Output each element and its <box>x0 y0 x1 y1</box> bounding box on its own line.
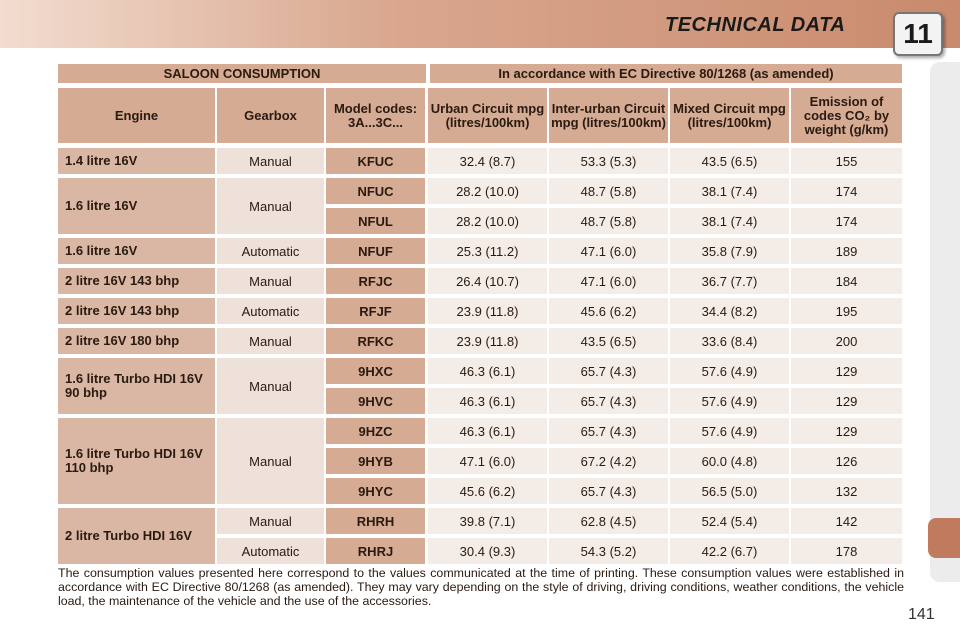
urban-value-cell: 23.9 (11.8) <box>428 298 547 324</box>
inter-urban-value-cell: 67.2 (4.2) <box>549 448 668 474</box>
model-code-cell: NFUL <box>326 208 425 234</box>
engine-cell: 1.6 litre Turbo HDI 16V 90 bhp <box>58 358 215 414</box>
emission-value-cell: 195 <box>791 298 902 324</box>
emission-value-cell: 189 <box>791 238 902 264</box>
inter-urban-value-cell: 62.8 (4.5) <box>549 508 668 534</box>
gearbox-cell: Automatic <box>217 538 324 564</box>
inter-urban-value-cell: 47.1 (6.0) <box>549 268 668 294</box>
mixed-value-cell: 38.1 (7.4) <box>670 178 789 204</box>
column-header-emission: Emission of codes CO₂ by weight (g/km) <box>791 88 902 143</box>
urban-value-cell: 30.4 (9.3) <box>428 538 547 564</box>
gearbox-cell: Automatic <box>217 298 324 324</box>
column-header-inter-urban: Inter-urban Circuit mpg (litres/100km) <box>549 88 668 143</box>
column-header-engine: Engine <box>58 88 215 143</box>
model-code-cell: RHRH <box>326 508 425 534</box>
urban-value-cell: 25.3 (11.2) <box>428 238 547 264</box>
mixed-value-cell: 57.6 (4.9) <box>670 358 789 384</box>
mixed-value-cell: 56.5 (5.0) <box>670 478 789 504</box>
urban-value-cell: 47.1 (6.0) <box>428 448 547 474</box>
model-code-cell: KFUC <box>326 148 425 174</box>
engine-cell: 1.6 litre Turbo HDI 16V 110 bhp <box>58 418 215 504</box>
emission-value-cell: 200 <box>791 328 902 354</box>
gearbox-cell: Manual <box>217 358 324 414</box>
engine-cell: 2 litre Turbo HDI 16V <box>58 508 215 564</box>
engine-cell: 2 litre 16V 143 bhp <box>58 268 215 294</box>
column-header-model-codes: Model codes: 3A...3C... <box>326 88 425 143</box>
model-code-cell: RFJC <box>326 268 425 294</box>
inter-urban-value-cell: 65.7 (4.3) <box>549 478 668 504</box>
inter-urban-value-cell: 53.3 (5.3) <box>549 148 668 174</box>
engine-cell: 1.4 litre 16V <box>58 148 215 174</box>
model-code-cell: RFKC <box>326 328 425 354</box>
gearbox-cell: Manual <box>217 268 324 294</box>
mixed-value-cell: 38.1 (7.4) <box>670 208 789 234</box>
urban-value-cell: 23.9 (11.8) <box>428 328 547 354</box>
emission-value-cell: 129 <box>791 358 902 384</box>
mixed-value-cell: 60.0 (4.8) <box>670 448 789 474</box>
mixed-value-cell: 42.2 (6.7) <box>670 538 789 564</box>
model-code-cell: NFUC <box>326 178 425 204</box>
inter-urban-value-cell: 48.7 (5.8) <box>549 178 668 204</box>
inter-urban-value-cell: 65.7 (4.3) <box>549 358 668 384</box>
gearbox-cell: Manual <box>217 148 324 174</box>
urban-value-cell: 46.3 (6.1) <box>428 418 547 444</box>
urban-value-cell: 28.2 (10.0) <box>428 208 547 234</box>
mixed-value-cell: 34.4 (8.2) <box>670 298 789 324</box>
model-code-cell: NFUF <box>326 238 425 264</box>
emission-value-cell: 129 <box>791 418 902 444</box>
gearbox-cell: Manual <box>217 418 324 504</box>
inter-urban-value-cell: 45.6 (6.2) <box>549 298 668 324</box>
emission-value-cell: 129 <box>791 388 902 414</box>
chapter-badge: 11 <box>893 12 943 56</box>
mixed-value-cell: 43.5 (6.5) <box>670 148 789 174</box>
model-code-cell: 9HYB <box>326 448 425 474</box>
mixed-value-cell: 35.8 (7.9) <box>670 238 789 264</box>
inter-urban-value-cell: 47.1 (6.0) <box>549 238 668 264</box>
mixed-value-cell: 33.6 (8.4) <box>670 328 789 354</box>
table-title-right: In accordance with EC Directive 80/1268 (as amended) <box>430 64 902 83</box>
page-number: 141 <box>908 606 935 623</box>
table-title-left: SALOON CONSUMPTION <box>58 64 426 83</box>
footnote-text: The consumption values presented here correspond to the values communicated at the time of printing. These consumption values were established in accordance with EC Directive 80/1268 (as amended). They may vary depending on the style of driving, driving conditions, weather conditions, the vehicle load, the maintenance of the vehicle and the use of the accessories. <box>58 566 904 608</box>
page-edge-tabs <box>930 62 960 582</box>
urban-value-cell: 26.4 (10.7) <box>428 268 547 294</box>
inter-urban-value-cell: 48.7 (5.8) <box>549 208 668 234</box>
gearbox-cell: Manual <box>217 508 324 534</box>
gearbox-cell: Automatic <box>217 238 324 264</box>
emission-value-cell: 178 <box>791 538 902 564</box>
chapter-tab-marker[interactable] <box>928 518 960 558</box>
engine-cell: 2 litre 16V 143 bhp <box>58 298 215 324</box>
model-code-cell: 9HYC <box>326 478 425 504</box>
emission-value-cell: 126 <box>791 448 902 474</box>
urban-value-cell: 32.4 (8.7) <box>428 148 547 174</box>
emission-value-cell: 155 <box>791 148 902 174</box>
emission-value-cell: 132 <box>791 478 902 504</box>
mixed-value-cell: 57.6 (4.9) <box>670 388 789 414</box>
inter-urban-value-cell: 65.7 (4.3) <box>549 418 668 444</box>
page-title: TECHNICAL DATA <box>665 14 846 36</box>
engine-cell: 1.6 litre 16V <box>58 178 215 234</box>
inter-urban-value-cell: 54.3 (5.2) <box>549 538 668 564</box>
mixed-value-cell: 57.6 (4.9) <box>670 418 789 444</box>
column-header-gearbox: Gearbox <box>217 88 324 143</box>
model-code-cell: RFJF <box>326 298 425 324</box>
gearbox-cell: Manual <box>217 178 324 234</box>
gearbox-cell: Manual <box>217 328 324 354</box>
emission-value-cell: 142 <box>791 508 902 534</box>
model-code-cell: 9HVC <box>326 388 425 414</box>
urban-value-cell: 46.3 (6.1) <box>428 358 547 384</box>
urban-value-cell: 45.6 (6.2) <box>428 478 547 504</box>
urban-value-cell: 46.3 (6.1) <box>428 388 547 414</box>
engine-cell: 1.6 litre 16V <box>58 238 215 264</box>
model-code-cell: 9HZC <box>326 418 425 444</box>
mixed-value-cell: 52.4 (5.4) <box>670 508 789 534</box>
model-code-cell: RHRJ <box>326 538 425 564</box>
inter-urban-value-cell: 65.7 (4.3) <box>549 388 668 414</box>
emission-value-cell: 184 <box>791 268 902 294</box>
urban-value-cell: 39.8 (7.1) <box>428 508 547 534</box>
emission-value-cell: 174 <box>791 208 902 234</box>
column-header-urban: Urban Circuit mpg (litres/100km) <box>428 88 547 143</box>
inter-urban-value-cell: 43.5 (6.5) <box>549 328 668 354</box>
mixed-value-cell: 36.7 (7.7) <box>670 268 789 294</box>
engine-cell: 2 litre 16V 180 bhp <box>58 328 215 354</box>
emission-value-cell: 174 <box>791 178 902 204</box>
model-code-cell: 9HXC <box>326 358 425 384</box>
urban-value-cell: 28.2 (10.0) <box>428 178 547 204</box>
column-header-mixed: Mixed Circuit mpg (litres/100km) <box>670 88 789 143</box>
